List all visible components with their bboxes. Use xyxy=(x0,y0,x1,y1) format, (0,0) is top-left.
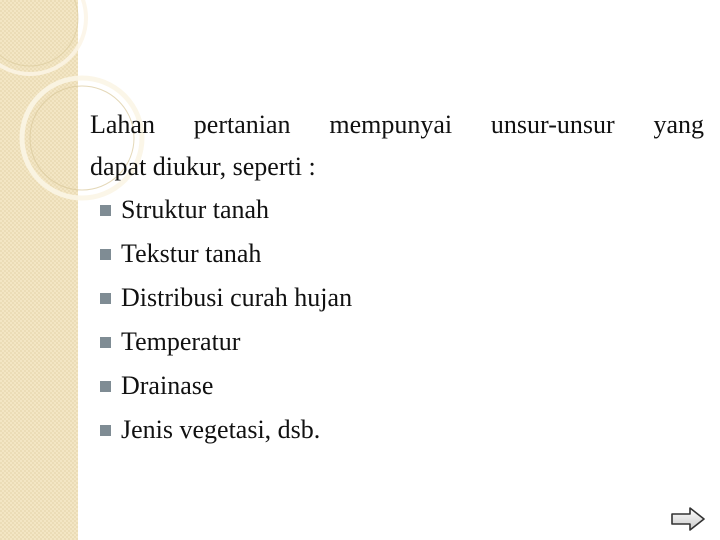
list-item xyxy=(90,320,704,364)
square-bullet-icon xyxy=(100,337,111,348)
list-item-text: Tekstur tanah xyxy=(121,239,262,268)
square-bullet-icon xyxy=(100,205,111,216)
list-item-text: Jenis vegetasi, dsb. xyxy=(121,415,321,444)
list-item xyxy=(90,276,704,320)
square-bullet-icon xyxy=(100,425,111,436)
list-item xyxy=(90,188,704,232)
next-arrow-icon[interactable] xyxy=(670,506,706,532)
bullet-list xyxy=(90,188,704,452)
intro-line-2: dapat diukur, seperti : xyxy=(90,152,316,181)
slide-body xyxy=(90,104,704,452)
list-item-text: Distribusi curah hujan xyxy=(121,283,353,312)
list-item xyxy=(90,408,704,452)
square-bullet-icon xyxy=(100,249,111,260)
square-bullet-icon xyxy=(100,293,111,304)
list-item xyxy=(90,364,704,408)
list-item xyxy=(90,232,704,276)
list-item-text: Drainase xyxy=(121,371,214,400)
square-bullet-icon xyxy=(100,381,111,392)
intro-line-1: Lahan pertanian mempunyai unsur-unsur yang xyxy=(90,110,704,139)
list-item-text: Struktur tanah xyxy=(121,195,270,224)
intro-paragraph xyxy=(90,104,704,188)
list-item-text: Temperatur xyxy=(121,327,241,356)
